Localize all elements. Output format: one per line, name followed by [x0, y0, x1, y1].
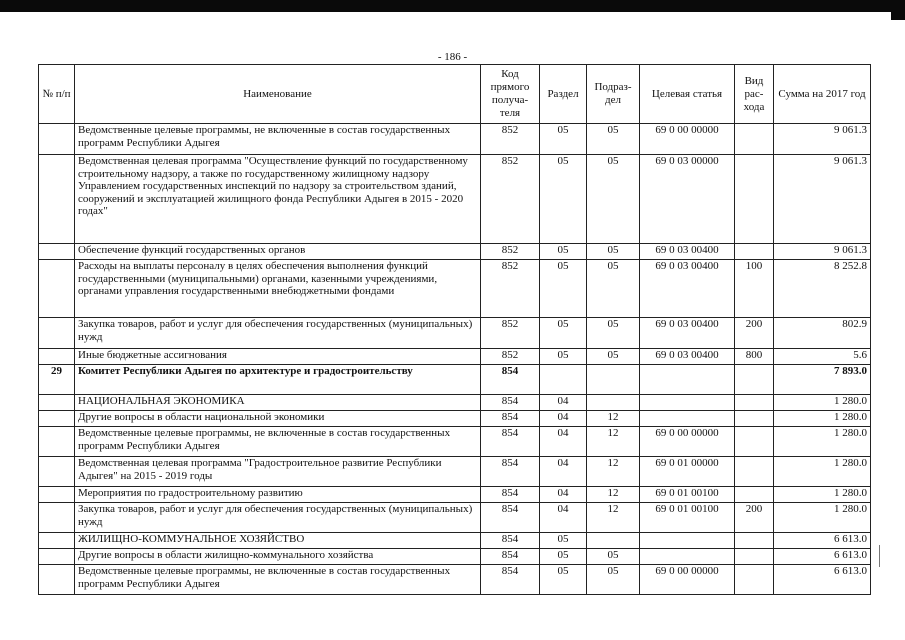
row-section: 05	[540, 318, 587, 349]
table-row	[39, 487, 871, 503]
row-code: 852	[481, 349, 540, 365]
row-name: Закупка товаров, работ и услуг для обеспечения государственных (муниципальных) нужд	[75, 503, 481, 533]
row-amount: 1 280.0	[774, 503, 871, 533]
row-subsection: 05	[587, 260, 640, 318]
row-num: 29	[39, 365, 75, 395]
row-subsection: 12	[587, 487, 640, 503]
header-code: Код прямого получа-теля	[481, 65, 540, 124]
row-amount: 7 893.0	[774, 365, 871, 395]
row-section: 04	[540, 411, 587, 427]
row-expense-type	[735, 155, 774, 244]
header-subsection: Подраз-дел	[587, 65, 640, 124]
row-code: 852	[481, 244, 540, 260]
row-target-article: 69 0 00 00000	[640, 565, 735, 595]
row-num	[39, 244, 75, 260]
row-code: 854	[481, 457, 540, 487]
row-expense-type	[735, 487, 774, 503]
row-expense-type	[735, 549, 774, 565]
row-expense-type	[735, 365, 774, 395]
table-row	[39, 349, 871, 365]
row-code: 854	[481, 365, 540, 395]
row-target-article: 69 0 01 00100	[640, 487, 735, 503]
header-expense-type: Вид рас-хода	[735, 65, 774, 124]
header-num: № п/п	[39, 65, 75, 124]
row-num	[39, 533, 75, 549]
row-section	[540, 365, 587, 395]
row-amount: 1 280.0	[774, 411, 871, 427]
row-section: 04	[540, 395, 587, 411]
row-amount: 5.6	[774, 349, 871, 365]
row-name: Ведомственная целевая программа "Градостроительное развитие Республики Адыгея" на 2015 - 2019 годы	[75, 457, 481, 487]
budget-table	[38, 64, 871, 595]
row-amount: 9 061.3	[774, 155, 871, 244]
row-subsection: 05	[587, 349, 640, 365]
row-name: Обеспечение функций государственных органов	[75, 244, 481, 260]
row-name: Комитет Республики Адыгея по архитектуре и градостроительству	[75, 365, 481, 395]
row-target-article: 69 0 03 00400	[640, 349, 735, 365]
row-target-article	[640, 395, 735, 411]
row-subsection: 12	[587, 457, 640, 487]
row-section: 04	[540, 487, 587, 503]
table-row	[39, 565, 871, 595]
row-section: 04	[540, 457, 587, 487]
row-code: 852	[481, 318, 540, 349]
row-section: 05	[540, 549, 587, 565]
row-code: 852	[481, 124, 540, 155]
row-amount: 8 252.8	[774, 260, 871, 318]
row-name: Другие вопросы в области жилищно-коммунального хозяйства	[75, 549, 481, 565]
row-name: Ведомственные целевые программы, не включенные в состав государственных программ Республики Адыгея	[75, 124, 481, 155]
row-section: 05	[540, 260, 587, 318]
table-row	[39, 365, 871, 395]
row-expense-type	[735, 533, 774, 549]
row-num	[39, 411, 75, 427]
row-section: 04	[540, 427, 587, 457]
row-target-article: 69 0 03 00400	[640, 244, 735, 260]
row-num	[39, 503, 75, 533]
table-row	[39, 533, 871, 549]
row-expense-type	[735, 427, 774, 457]
row-amount: 1 280.0	[774, 395, 871, 411]
row-target-article: 69 0 00 00000	[640, 124, 735, 155]
header-target: Целевая статья	[640, 65, 735, 124]
row-name: Иные бюджетные ассигнования	[75, 349, 481, 365]
header-amount: Сумма на 2017 год	[774, 65, 871, 124]
row-num	[39, 349, 75, 365]
row-amount: 1 280.0	[774, 487, 871, 503]
row-expense-type	[735, 411, 774, 427]
row-num	[39, 487, 75, 503]
row-target-article	[640, 533, 735, 549]
row-name: Ведомственные целевые программы, не включенные в состав государственных программ Республики Адыгея	[75, 565, 481, 595]
row-code: 854	[481, 565, 540, 595]
row-target-article: 69 0 01 00100	[640, 503, 735, 533]
row-name: ЖИЛИЩНО-КОММУНАЛЬНОЕ ХОЗЯЙСТВО	[75, 533, 481, 549]
row-code: 852	[481, 260, 540, 318]
row-name: Закупка товаров, работ и услуг для обеспечения государственных (муниципальных) нужд	[75, 318, 481, 349]
row-amount: 9 061.3	[774, 244, 871, 260]
row-expense-type	[735, 124, 774, 155]
table-row	[39, 124, 871, 155]
row-expense-type: 200	[735, 318, 774, 349]
row-subsection	[587, 395, 640, 411]
row-name: Мероприятия по градостроительному развитию	[75, 487, 481, 503]
scan-corner-mark	[891, 0, 905, 20]
row-expense-type: 800	[735, 349, 774, 365]
row-target-article: 69 0 01 00000	[640, 457, 735, 487]
table-row	[39, 411, 871, 427]
row-target-article	[640, 549, 735, 565]
row-amount: 1 280.0	[774, 427, 871, 457]
table-row	[39, 503, 871, 533]
row-target-article: 69 0 03 00000	[640, 155, 735, 244]
row-expense-type	[735, 395, 774, 411]
row-amount: 6 613.0	[774, 533, 871, 549]
row-amount: 9 061.3	[774, 124, 871, 155]
table-row	[39, 260, 871, 318]
row-code: 854	[481, 487, 540, 503]
row-code: 852	[481, 155, 540, 244]
table-row	[39, 155, 871, 244]
row-code: 854	[481, 395, 540, 411]
row-expense-type: 200	[735, 503, 774, 533]
row-section: 05	[540, 565, 587, 595]
row-num	[39, 124, 75, 155]
row-num	[39, 395, 75, 411]
row-section: 04	[540, 503, 587, 533]
table-header-row	[39, 65, 871, 124]
row-name: Расходы на выплаты персоналу в целях обеспечения выполнения функций государственными (муниципальными) органами, казенными учреждениями, органами управления государственными внебюджетными фондами	[75, 260, 481, 318]
row-num	[39, 457, 75, 487]
row-target-article	[640, 365, 735, 395]
row-num	[39, 155, 75, 244]
row-expense-type: 100	[735, 260, 774, 318]
row-subsection: 05	[587, 549, 640, 565]
row-amount: 802.9	[774, 318, 871, 349]
row-section: 05	[540, 155, 587, 244]
row-target-article	[640, 411, 735, 427]
row-expense-type	[735, 457, 774, 487]
table-row	[39, 395, 871, 411]
row-section: 05	[540, 244, 587, 260]
row-target-article: 69 0 03 00400	[640, 318, 735, 349]
row-target-article: 69 0 00 00000	[640, 427, 735, 457]
row-subsection: 12	[587, 411, 640, 427]
table-row	[39, 427, 871, 457]
row-amount: 1 280.0	[774, 457, 871, 487]
header-section: Раздел	[540, 65, 587, 124]
row-expense-type	[735, 565, 774, 595]
page-number: - 186 -	[437, 51, 468, 63]
table-row	[39, 244, 871, 260]
row-subsection	[587, 365, 640, 395]
row-subsection: 12	[587, 503, 640, 533]
row-code: 854	[481, 503, 540, 533]
row-code: 854	[481, 533, 540, 549]
row-code: 854	[481, 549, 540, 565]
header-name: Наименование	[75, 65, 481, 124]
row-code: 854	[481, 411, 540, 427]
row-code: 854	[481, 427, 540, 457]
row-subsection: 05	[587, 155, 640, 244]
row-num	[39, 565, 75, 595]
scan-top-border	[0, 0, 905, 12]
row-num	[39, 318, 75, 349]
row-subsection: 05	[587, 244, 640, 260]
row-subsection: 05	[587, 565, 640, 595]
row-subsection: 05	[587, 124, 640, 155]
row-name: НАЦИОНАЛЬНАЯ ЭКОНОМИКА	[75, 395, 481, 411]
scan-side-mark	[879, 545, 880, 567]
row-section: 05	[540, 533, 587, 549]
row-expense-type	[735, 244, 774, 260]
row-num	[39, 260, 75, 318]
table-row	[39, 457, 871, 487]
row-section: 05	[540, 124, 587, 155]
row-subsection: 12	[587, 427, 640, 457]
row-name: Ведомственная целевая программа "Осуществление функций по государственному строительному надзору, а также по государственному жилищному надзору Управлением государственных инспекций по надзору за строительством зданий, сооружений и эксплуатацией жилищного фонда Республики Адыгея в 2015 - 2020 годах"	[75, 155, 481, 244]
row-amount: 6 613.0	[774, 565, 871, 595]
row-name: Другие вопросы в области национальной экономики	[75, 411, 481, 427]
row-subsection: 05	[587, 318, 640, 349]
table-row	[39, 549, 871, 565]
row-num	[39, 427, 75, 457]
row-name: Ведомственные целевые программы, не включенные в состав государственных программ Республики Адыгея	[75, 427, 481, 457]
row-subsection	[587, 533, 640, 549]
table-row	[39, 318, 871, 349]
row-amount: 6 613.0	[774, 549, 871, 565]
row-num	[39, 549, 75, 565]
row-target-article: 69 0 03 00400	[640, 260, 735, 318]
row-section: 05	[540, 349, 587, 365]
